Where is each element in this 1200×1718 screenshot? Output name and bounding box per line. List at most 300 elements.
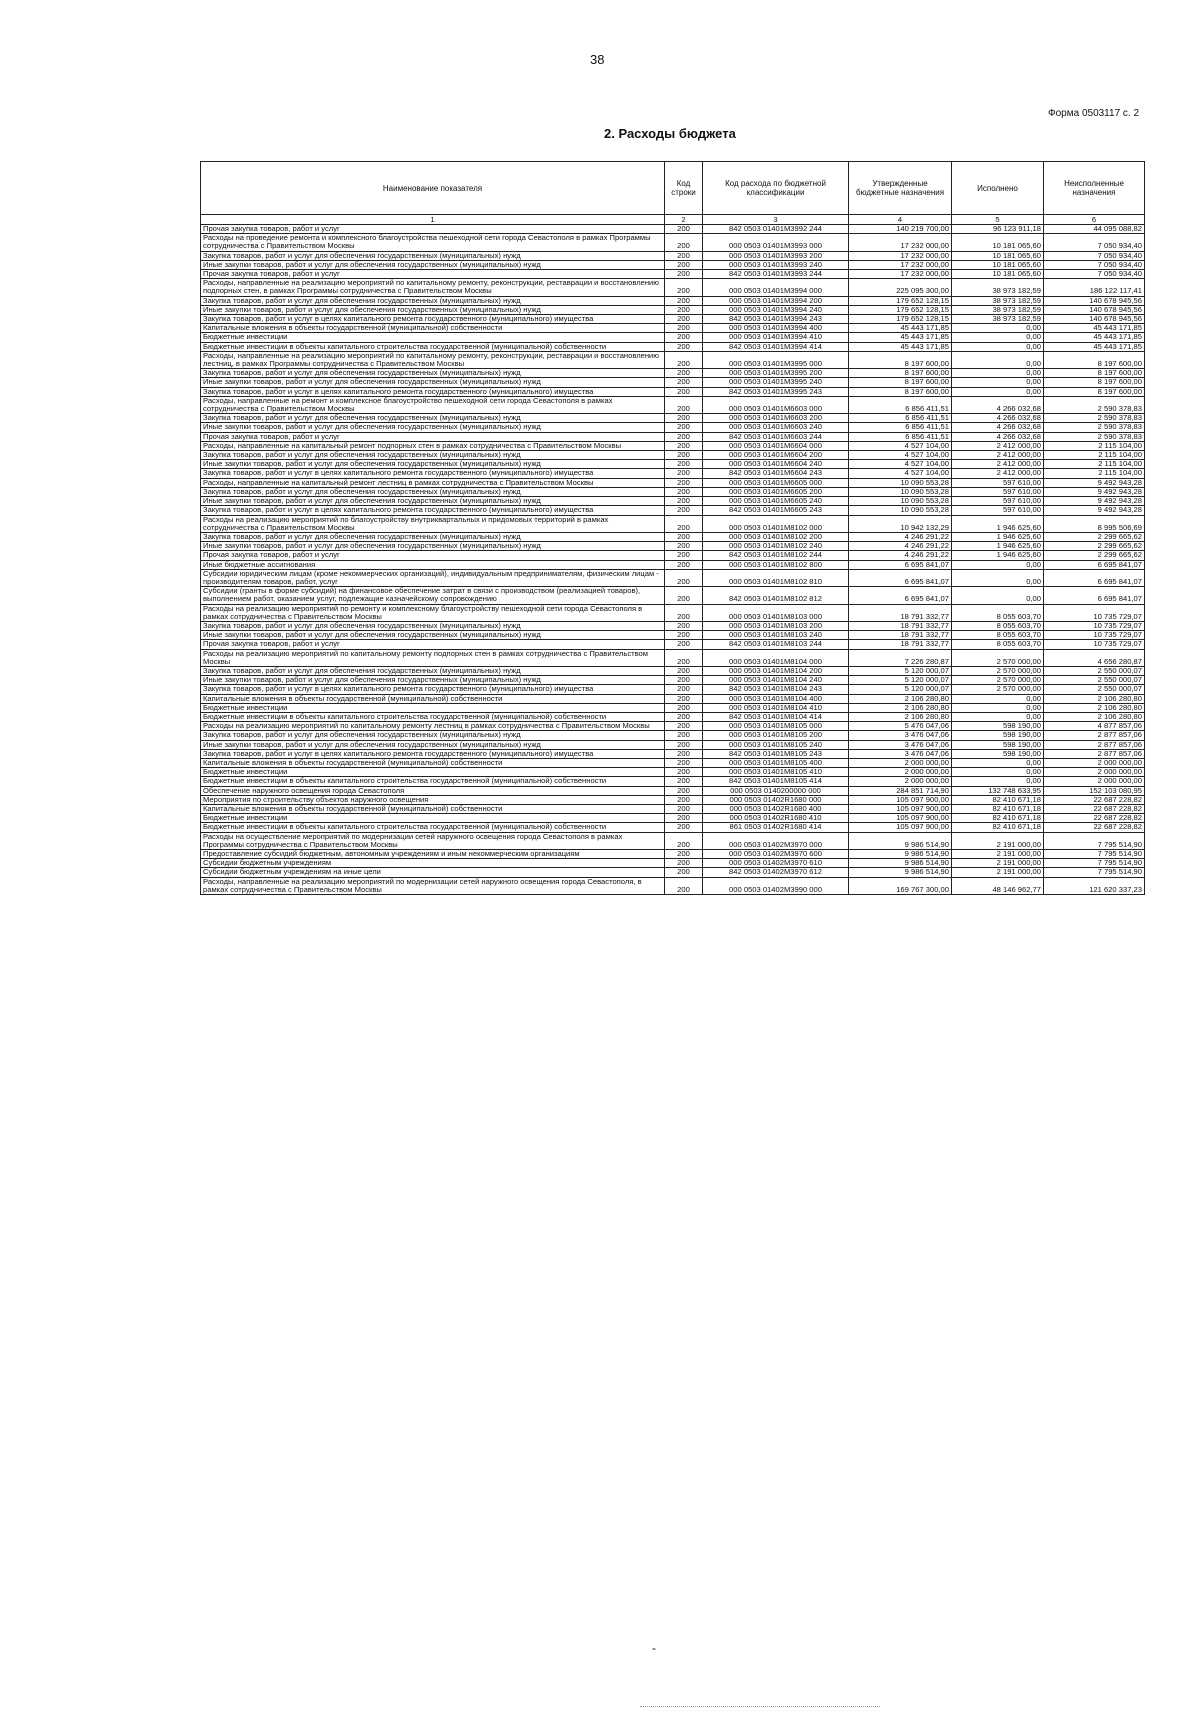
row-executed-cell: 8 055 603,70	[952, 604, 1044, 621]
row-executed-cell: 4 266 032,68	[952, 414, 1044, 423]
row-name-cell: Иные закупки товаров, работ и услуг для обеспечения государственных (муниципальных) нужд	[201, 423, 665, 432]
row-approved-cell: 5 120 000,07	[849, 685, 952, 694]
row-name-cell: Иные закупки товаров, работ и услуг для обеспечения государственных (муниципальных) нужд	[201, 305, 665, 314]
row-classification-cell: 842 0503 01401M8102 812	[703, 587, 849, 604]
table-row	[201, 694, 1145, 703]
table-row	[201, 469, 1145, 478]
row-unexecuted-cell: 45 443 171,85	[1044, 342, 1145, 351]
row-unexecuted-cell: 7 050 934,40	[1044, 234, 1145, 251]
row-line-code-cell: 200	[665, 378, 703, 387]
row-executed-cell: 0,00	[952, 587, 1044, 604]
table-row	[201, 722, 1145, 731]
row-executed-cell: 2 191 000,00	[952, 859, 1044, 868]
row-unexecuted-cell: 2 115 104,00	[1044, 441, 1145, 450]
table-row	[201, 270, 1145, 279]
row-approved-cell: 10 090 553,28	[849, 506, 952, 515]
row-classification-cell: 842 0503 01401M3994 243	[703, 315, 849, 324]
row-unexecuted-cell: 4 877 857,06	[1044, 722, 1145, 731]
row-unexecuted-cell: 2 115 104,00	[1044, 451, 1145, 460]
row-executed-cell: 10 181 065,60	[952, 234, 1044, 251]
row-approved-cell: 6 856 411,51	[849, 432, 952, 441]
row-unexecuted-cell: 7 050 934,40	[1044, 251, 1145, 260]
table-row	[201, 814, 1145, 823]
table-row	[201, 877, 1145, 894]
table-row	[201, 506, 1145, 515]
table-row	[201, 868, 1145, 877]
row-unexecuted-cell: 10 735 729,07	[1044, 621, 1145, 630]
row-name-cell: Расходы, направленные на реализацию мероприятий по модернизации сетей наружного освещения города Севастополя, в рамках сотрудничества с Правительством Москвы	[201, 877, 665, 894]
row-executed-cell: 1 946 625,60	[952, 515, 1044, 532]
row-line-code-cell: 200	[665, 487, 703, 496]
table-row	[201, 786, 1145, 795]
row-line-code-cell: 200	[665, 850, 703, 859]
row-line-code-cell: 200	[665, 497, 703, 506]
table-row	[201, 850, 1145, 859]
row-line-code-cell: 200	[665, 560, 703, 569]
row-executed-cell: 2 412 000,00	[952, 460, 1044, 469]
row-name-cell: Прочая закупка товаров, работ и услуг	[201, 432, 665, 441]
row-name-cell: Иные закупки товаров, работ и услуг для обеспечения государственных (муниципальных) нужд	[201, 676, 665, 685]
row-classification-cell: 000 0503 01401M8103 240	[703, 631, 849, 640]
row-name-cell: Прочая закупка товаров, работ и услуг	[201, 225, 665, 234]
row-executed-cell: 2 570 000,00	[952, 666, 1044, 675]
table-row	[201, 396, 1145, 413]
table-row	[201, 497, 1145, 506]
row-name-cell: Закупка товаров, работ и услуг для обеспечения государственных (муниципальных) нужд	[201, 414, 665, 423]
row-classification-cell: 842 0503 01401M6605 243	[703, 506, 849, 515]
row-approved-cell: 17 232 000,00	[849, 260, 952, 269]
row-name-cell: Прочая закупка товаров, работ и услуг	[201, 640, 665, 649]
row-name-cell: Расходы, направленные на реализацию мероприятий по капитальному ремонту, реконструкции, реставрации и восстановлению лестниц, в рамках Программы сотрудничества с Правительством Москвы	[201, 351, 665, 368]
row-name-cell: Закупка товаров, работ и услуг для обеспечения государственных (муниципальных) нужд	[201, 532, 665, 541]
row-line-code-cell: 200	[665, 631, 703, 640]
row-classification-cell: 000 0503 01402M3990 000	[703, 877, 849, 894]
row-executed-cell: 597 610,00	[952, 497, 1044, 506]
row-line-code-cell: 200	[665, 251, 703, 260]
row-name-cell: Бюджетные инвестиции в объекты капитального строительства государственной (муниципальной) собственности	[201, 777, 665, 786]
row-executed-cell: 597 610,00	[952, 487, 1044, 496]
row-approved-cell: 6 856 411,51	[849, 414, 952, 423]
table-body	[201, 225, 1145, 895]
row-approved-cell: 225 095 300,00	[849, 279, 952, 296]
table-row	[201, 703, 1145, 712]
row-name-cell: Бюджетные инвестиции в объекты капитального строительства государственной (муниципальной) собственности	[201, 712, 665, 721]
header-name: Наименование показателя	[201, 162, 665, 215]
table-row	[201, 749, 1145, 758]
table-row	[201, 279, 1145, 296]
row-classification-cell: 000 0503 01401M6604 200	[703, 451, 849, 460]
row-unexecuted-cell: 10 735 729,07	[1044, 631, 1145, 640]
row-approved-cell: 17 232 000,00	[849, 234, 952, 251]
row-approved-cell: 4 246 291,22	[849, 551, 952, 560]
table-row	[201, 805, 1145, 814]
table-row	[201, 676, 1145, 685]
row-approved-cell: 10 942 132,29	[849, 515, 952, 532]
row-executed-cell: 598 190,00	[952, 740, 1044, 749]
row-name-cell: Закупка товаров, работ и услуг в целях капитального ремонта государственного (муниципального) имущества	[201, 387, 665, 396]
table-row	[201, 460, 1145, 469]
row-classification-cell: 000 0503 01401M3994 400	[703, 324, 849, 333]
row-line-code-cell: 200	[665, 387, 703, 396]
row-executed-cell: 0,00	[952, 569, 1044, 586]
table-row	[201, 369, 1145, 378]
table-row	[201, 251, 1145, 260]
row-executed-cell: 38 973 182,59	[952, 315, 1044, 324]
row-approved-cell: 6 856 411,51	[849, 396, 952, 413]
row-line-code-cell: 200	[665, 786, 703, 795]
row-line-code-cell: 200	[665, 551, 703, 560]
row-name-cell: Расходы на реализацию мероприятий по ремонту и комплексному благоустройству пешеходной сети города Севастополя в рамках сотрудничества с Правительством Москвы	[201, 604, 665, 621]
table-row	[201, 560, 1145, 569]
row-classification-cell: 861 0503 01402R1680 414	[703, 823, 849, 832]
row-name-cell: Закупка товаров, работ и услуг для обеспечения государственных (муниципальных) нужд	[201, 731, 665, 740]
row-unexecuted-cell: 22 687 228,82	[1044, 823, 1145, 832]
row-name-cell: Предоставление субсидий бюджетным, автономным учреждениям и иным некоммерческим организациям	[201, 850, 665, 859]
row-executed-cell: 0,00	[952, 387, 1044, 396]
row-executed-cell: 2 412 000,00	[952, 451, 1044, 460]
row-line-code-cell: 200	[665, 333, 703, 342]
row-unexecuted-cell: 2 106 280,80	[1044, 694, 1145, 703]
column-number: 5	[952, 215, 1044, 225]
row-unexecuted-cell: 7 795 514,90	[1044, 859, 1145, 868]
table-row	[201, 515, 1145, 532]
row-approved-cell: 6 856 411,51	[849, 423, 952, 432]
row-unexecuted-cell: 2 590 378,83	[1044, 432, 1145, 441]
table-row	[201, 432, 1145, 441]
table-row	[201, 351, 1145, 368]
row-name-cell: Закупка товаров, работ и услуг в целях капитального ремонта государственного (муниципального) имущества	[201, 685, 665, 694]
row-name-cell: Иные закупки товаров, работ и услуг для обеспечения государственных (муниципальных) нужд	[201, 631, 665, 640]
row-name-cell: Бюджетные инвестиции	[201, 768, 665, 777]
row-classification-cell: 000 0503 01401M6605 200	[703, 487, 849, 496]
row-name-cell: Расходы на проведение ремонта и комплексного благоустройства пешеходной сети города Севастополя в рамках Программы сотрудничества с Правительством Москвы	[201, 234, 665, 251]
header-unexecuted: Неисполненные назначения	[1044, 162, 1145, 215]
row-unexecuted-cell: 9 492 943,28	[1044, 478, 1145, 487]
row-line-code-cell: 200	[665, 532, 703, 541]
row-classification-cell: 842 0503 01401M8104 414	[703, 712, 849, 721]
row-approved-cell: 10 090 553,28	[849, 478, 952, 487]
row-unexecuted-cell: 45 443 171,85	[1044, 324, 1145, 333]
row-name-cell: Бюджетные инвестиции	[201, 703, 665, 712]
row-classification-cell: 000 0503 01401M6604 240	[703, 460, 849, 469]
table-row	[201, 569, 1145, 586]
row-unexecuted-cell: 8 197 600,00	[1044, 378, 1145, 387]
row-line-code-cell: 200	[665, 722, 703, 731]
row-approved-cell: 17 232 000,00	[849, 251, 952, 260]
row-executed-cell: 8 055 603,70	[952, 621, 1044, 630]
row-name-cell: Закупка товаров, работ и услуг в целях капитального ремонта государственного (муниципального) имущества	[201, 469, 665, 478]
row-line-code-cell: 200	[665, 703, 703, 712]
row-approved-cell: 8 197 600,00	[849, 369, 952, 378]
row-name-cell: Субсидии юридическим лицам (кроме некоммерческих организаций), индивидуальным предпринимателям, физическим лицам - производителям товаров, работ, услуг	[201, 569, 665, 586]
table-row	[201, 587, 1145, 604]
row-executed-cell: 2 570 000,00	[952, 685, 1044, 694]
row-line-code-cell: 200	[665, 478, 703, 487]
table-row	[201, 260, 1145, 269]
table-row	[201, 324, 1145, 333]
row-classification-cell: 000 0503 01402R1680 000	[703, 795, 849, 804]
row-executed-cell: 1 946 625,60	[952, 532, 1044, 541]
row-approved-cell: 7 226 280,87	[849, 649, 952, 666]
row-line-code-cell: 200	[665, 805, 703, 814]
row-line-code-cell: 200	[665, 542, 703, 551]
row-unexecuted-cell: 9 492 943,28	[1044, 497, 1145, 506]
row-executed-cell: 2 412 000,00	[952, 469, 1044, 478]
footer-dash: -	[652, 1641, 656, 1655]
row-name-cell: Субсидии (гранты в форме субсидий) на финансовое обеспечение затрат в связи с производством (реализацией товаров), выполнением работ, оказанием услуг, подлежащие казначейскому сопровождению	[201, 587, 665, 604]
row-approved-cell: 3 476 047,06	[849, 731, 952, 740]
column-number: 1	[201, 215, 665, 225]
row-unexecuted-cell: 2 000 000,00	[1044, 758, 1145, 767]
row-name-cell: Иные закупки товаров, работ и услуг для обеспечения государственных (муниципальных) нужд	[201, 497, 665, 506]
row-name-cell: Капитальные вложения в объекты государственной (муниципальной) собственности	[201, 694, 665, 703]
row-classification-cell: 842 0503 01401M8105 243	[703, 749, 849, 758]
row-classification-cell: 000 0503 01401M8102 000	[703, 515, 849, 532]
row-unexecuted-cell: 2 550 000,07	[1044, 666, 1145, 675]
table-header-row	[201, 162, 1145, 215]
row-unexecuted-cell: 2 550 000,07	[1044, 676, 1145, 685]
row-name-cell: Капитальные вложения в объекты государственной (муниципальной) собственности	[201, 805, 665, 814]
row-executed-cell: 597 610,00	[952, 506, 1044, 515]
row-executed-cell: 0,00	[952, 694, 1044, 703]
row-approved-cell: 2 000 000,00	[849, 768, 952, 777]
row-name-cell: Закупка товаров, работ и услуг для обеспечения государственных (муниципальных) нужд	[201, 251, 665, 260]
row-line-code-cell: 200	[665, 768, 703, 777]
table-row	[201, 666, 1145, 675]
row-unexecuted-cell: 2 299 665,62	[1044, 532, 1145, 541]
scan-edge-mark	[640, 1706, 880, 1708]
row-approved-cell: 18 791 332,77	[849, 604, 952, 621]
row-executed-cell: 1 946 625,60	[952, 551, 1044, 560]
row-unexecuted-cell: 8 197 600,00	[1044, 351, 1145, 368]
row-name-cell: Закупка товаров, работ и услуг для обеспечения государственных (муниципальных) нужд	[201, 451, 665, 460]
row-line-code-cell: 200	[665, 569, 703, 586]
row-approved-cell: 5 476 047,06	[849, 722, 952, 731]
row-approved-cell: 18 791 332,77	[849, 631, 952, 640]
row-unexecuted-cell: 2 550 000,07	[1044, 685, 1145, 694]
row-classification-cell: 000 0503 01402R1680 410	[703, 814, 849, 823]
row-unexecuted-cell: 45 443 171,85	[1044, 333, 1145, 342]
row-unexecuted-cell: 140 678 945,56	[1044, 296, 1145, 305]
row-line-code-cell: 200	[665, 604, 703, 621]
row-unexecuted-cell: 2 106 280,80	[1044, 703, 1145, 712]
table-row	[201, 451, 1145, 460]
row-line-code-cell: 200	[665, 515, 703, 532]
row-line-code-cell: 200	[665, 814, 703, 823]
row-line-code-cell: 200	[665, 877, 703, 894]
row-unexecuted-cell: 2 877 857,06	[1044, 731, 1145, 740]
row-name-cell: Расходы на реализацию мероприятий по капитальному ремонту подпорных стен в рамках сотрудничества с Правительством Москвы	[201, 649, 665, 666]
row-line-code-cell: 200	[665, 260, 703, 269]
table-row	[201, 225, 1145, 234]
row-unexecuted-cell: 9 492 943,28	[1044, 506, 1145, 515]
row-approved-cell: 18 791 332,77	[849, 640, 952, 649]
row-classification-cell: 000 0503 01401M3993 240	[703, 260, 849, 269]
row-classification-cell: 000 0503 01401M6604 000	[703, 441, 849, 450]
row-unexecuted-cell: 140 678 945,56	[1044, 305, 1145, 314]
row-approved-cell: 284 851 714,90	[849, 786, 952, 795]
section-title: 2. Расходы бюджета	[604, 126, 736, 141]
row-unexecuted-cell: 2 590 378,83	[1044, 414, 1145, 423]
row-executed-cell: 8 055 603,70	[952, 631, 1044, 640]
row-executed-cell: 598 190,00	[952, 731, 1044, 740]
row-approved-cell: 105 097 900,00	[849, 823, 952, 832]
row-classification-cell: 842 0503 01402M3970 612	[703, 868, 849, 877]
table-row	[201, 823, 1145, 832]
row-line-code-cell: 200	[665, 694, 703, 703]
row-line-code-cell: 200	[665, 506, 703, 515]
row-executed-cell: 0,00	[952, 758, 1044, 767]
row-classification-cell: 000 0503 01401M6605 240	[703, 497, 849, 506]
row-line-code-cell: 200	[665, 225, 703, 234]
row-name-cell: Закупка товаров, работ и услуг для обеспечения государственных (муниципальных) нужд	[201, 296, 665, 305]
table-row	[201, 441, 1145, 450]
row-line-code-cell: 200	[665, 423, 703, 432]
row-approved-cell: 2 106 280,80	[849, 712, 952, 721]
table-row	[201, 740, 1145, 749]
header-approved: Утвержденные бюджетные назначения	[849, 162, 952, 215]
row-executed-cell: 82 410 671,18	[952, 814, 1044, 823]
row-approved-cell: 8 197 600,00	[849, 378, 952, 387]
row-line-code-cell: 200	[665, 234, 703, 251]
row-classification-cell: 000 0503 01402R1680 400	[703, 805, 849, 814]
row-classification-cell: 842 0503 01401M3994 414	[703, 342, 849, 351]
header-line-code: Код строки	[665, 162, 703, 215]
row-unexecuted-cell: 8 197 600,00	[1044, 369, 1145, 378]
header-executed: Исполнено	[952, 162, 1044, 215]
row-approved-cell: 179 652 128,15	[849, 305, 952, 314]
row-unexecuted-cell: 44 095 088,82	[1044, 225, 1145, 234]
table-row	[201, 649, 1145, 666]
row-name-cell: Прочая закупка товаров, работ и услуг	[201, 270, 665, 279]
row-classification-cell: 000 0503 01401M8104 000	[703, 649, 849, 666]
row-name-cell: Иные закупки товаров, работ и услуг для обеспечения государственных (муниципальных) нужд	[201, 460, 665, 469]
row-unexecuted-cell: 2 877 857,06	[1044, 749, 1145, 758]
row-classification-cell: 000 0503 01401M6605 000	[703, 478, 849, 487]
column-number-row	[201, 215, 1145, 225]
row-line-code-cell: 200	[665, 685, 703, 694]
row-classification-cell: 842 0503 01401M3995 243	[703, 387, 849, 396]
row-approved-cell: 4 527 104,00	[849, 451, 952, 460]
row-unexecuted-cell: 22 687 228,82	[1044, 795, 1145, 804]
page-number: 38	[590, 52, 605, 67]
row-executed-cell: 0,00	[952, 777, 1044, 786]
row-approved-cell: 9 986 514,90	[849, 832, 952, 849]
row-classification-cell: 000 0503 01401M3993 200	[703, 251, 849, 260]
row-classification-cell: 842 0503 01401M8102 244	[703, 551, 849, 560]
table-row	[201, 768, 1145, 777]
row-executed-cell: 10 181 065,60	[952, 260, 1044, 269]
row-classification-cell: 000 0503 01401M3994 000	[703, 279, 849, 296]
row-name-cell: Закупка товаров, работ и услуг для обеспечения государственных (муниципальных) нужд	[201, 487, 665, 496]
row-unexecuted-cell: 2 115 104,00	[1044, 469, 1145, 478]
row-executed-cell: 0,00	[952, 351, 1044, 368]
row-name-cell: Расходы, направленные на капитальный ремонт подпорных стен в рамках сотрудничества с Правительством Москвы	[201, 441, 665, 450]
row-approved-cell: 105 097 900,00	[849, 814, 952, 823]
row-executed-cell: 0,00	[952, 703, 1044, 712]
table-row	[201, 305, 1145, 314]
row-classification-cell: 000 0503 01401M6603 000	[703, 396, 849, 413]
row-approved-cell: 3 476 047,06	[849, 740, 952, 749]
row-executed-cell: 2 570 000,00	[952, 676, 1044, 685]
row-executed-cell: 4 266 032,68	[952, 396, 1044, 413]
row-executed-cell: 82 410 671,18	[952, 805, 1044, 814]
column-number: 4	[849, 215, 952, 225]
table-row	[201, 795, 1145, 804]
row-executed-cell: 48 146 962,77	[952, 877, 1044, 894]
row-executed-cell: 10 181 065,60	[952, 270, 1044, 279]
row-name-cell: Капитальные вложения в объекты государственной (муниципальной) собственности	[201, 324, 665, 333]
row-name-cell: Закупка товаров, работ и услуг для обеспечения государственных (муниципальных) нужд	[201, 666, 665, 675]
row-classification-cell: 000 0503 01401M3993 000	[703, 234, 849, 251]
row-executed-cell: 2 191 000,00	[952, 868, 1044, 877]
row-line-code-cell: 200	[665, 270, 703, 279]
row-line-code-cell: 200	[665, 315, 703, 324]
column-number: 6	[1044, 215, 1145, 225]
row-name-cell: Бюджетные инвестиции	[201, 814, 665, 823]
row-name-cell: Иные закупки товаров, работ и услуг для обеспечения государственных (муниципальных) нужд	[201, 260, 665, 269]
row-classification-cell: 842 0503 01401M6603 244	[703, 432, 849, 441]
row-name-cell: Иные бюджетные ассигнования	[201, 560, 665, 569]
row-unexecuted-cell: 4 656 280,87	[1044, 649, 1145, 666]
row-executed-cell: 597 610,00	[952, 478, 1044, 487]
row-approved-cell: 45 443 171,85	[849, 333, 952, 342]
row-executed-cell: 82 410 671,18	[952, 795, 1044, 804]
row-line-code-cell: 200	[665, 451, 703, 460]
row-line-code-cell: 200	[665, 740, 703, 749]
row-unexecuted-cell: 2 115 104,00	[1044, 460, 1145, 469]
column-number: 2	[665, 215, 703, 225]
table-row	[201, 640, 1145, 649]
row-executed-cell: 82 410 671,18	[952, 823, 1044, 832]
row-classification-cell: 000 0503 01402M3970 600	[703, 850, 849, 859]
row-executed-cell: 1 946 625,60	[952, 542, 1044, 551]
row-line-code-cell: 200	[665, 469, 703, 478]
expenditure-table	[200, 161, 1145, 895]
row-executed-cell: 0,00	[952, 768, 1044, 777]
table-row	[201, 712, 1145, 721]
row-line-code-cell: 200	[665, 795, 703, 804]
row-name-cell: Бюджетные инвестиции	[201, 333, 665, 342]
row-approved-cell: 10 090 553,28	[849, 487, 952, 496]
row-unexecuted-cell: 22 687 228,82	[1044, 814, 1145, 823]
row-classification-cell: 000 0503 01402M3970 000	[703, 832, 849, 849]
row-line-code-cell: 200	[665, 441, 703, 450]
row-unexecuted-cell: 10 735 729,07	[1044, 640, 1145, 649]
row-name-cell: Закупка товаров, работ и услуг в целях капитального ремонта государственного (муниципального) имущества	[201, 315, 665, 324]
row-line-code-cell: 200	[665, 823, 703, 832]
row-executed-cell: 2 570 000,00	[952, 649, 1044, 666]
row-approved-cell: 2 000 000,00	[849, 777, 952, 786]
row-name-cell: Расходы, направленные на капитальный ремонт лестниц в рамках сотрудничества с Правительством Москвы	[201, 478, 665, 487]
row-executed-cell: 38 973 182,59	[952, 296, 1044, 305]
row-name-cell: Закупка товаров, работ и услуг в целях капитального ремонта государственного (муниципального) имущества	[201, 749, 665, 758]
table-row	[201, 234, 1145, 251]
row-line-code-cell: 200	[665, 832, 703, 849]
row-classification-cell: 000 0503 01401M3994 410	[703, 333, 849, 342]
table-row	[201, 542, 1145, 551]
row-approved-cell: 2 106 280,80	[849, 694, 952, 703]
row-executed-cell: 2 412 000,00	[952, 441, 1044, 450]
row-approved-cell: 6 695 841,07	[849, 569, 952, 586]
row-classification-cell: 000 0503 01401M8102 810	[703, 569, 849, 586]
row-approved-cell: 2 000 000,00	[849, 758, 952, 767]
row-approved-cell: 9 986 514,90	[849, 859, 952, 868]
table-row	[201, 758, 1145, 767]
row-approved-cell: 179 652 128,15	[849, 315, 952, 324]
row-approved-cell: 4 246 291,22	[849, 542, 952, 551]
row-line-code-cell: 200	[665, 649, 703, 666]
